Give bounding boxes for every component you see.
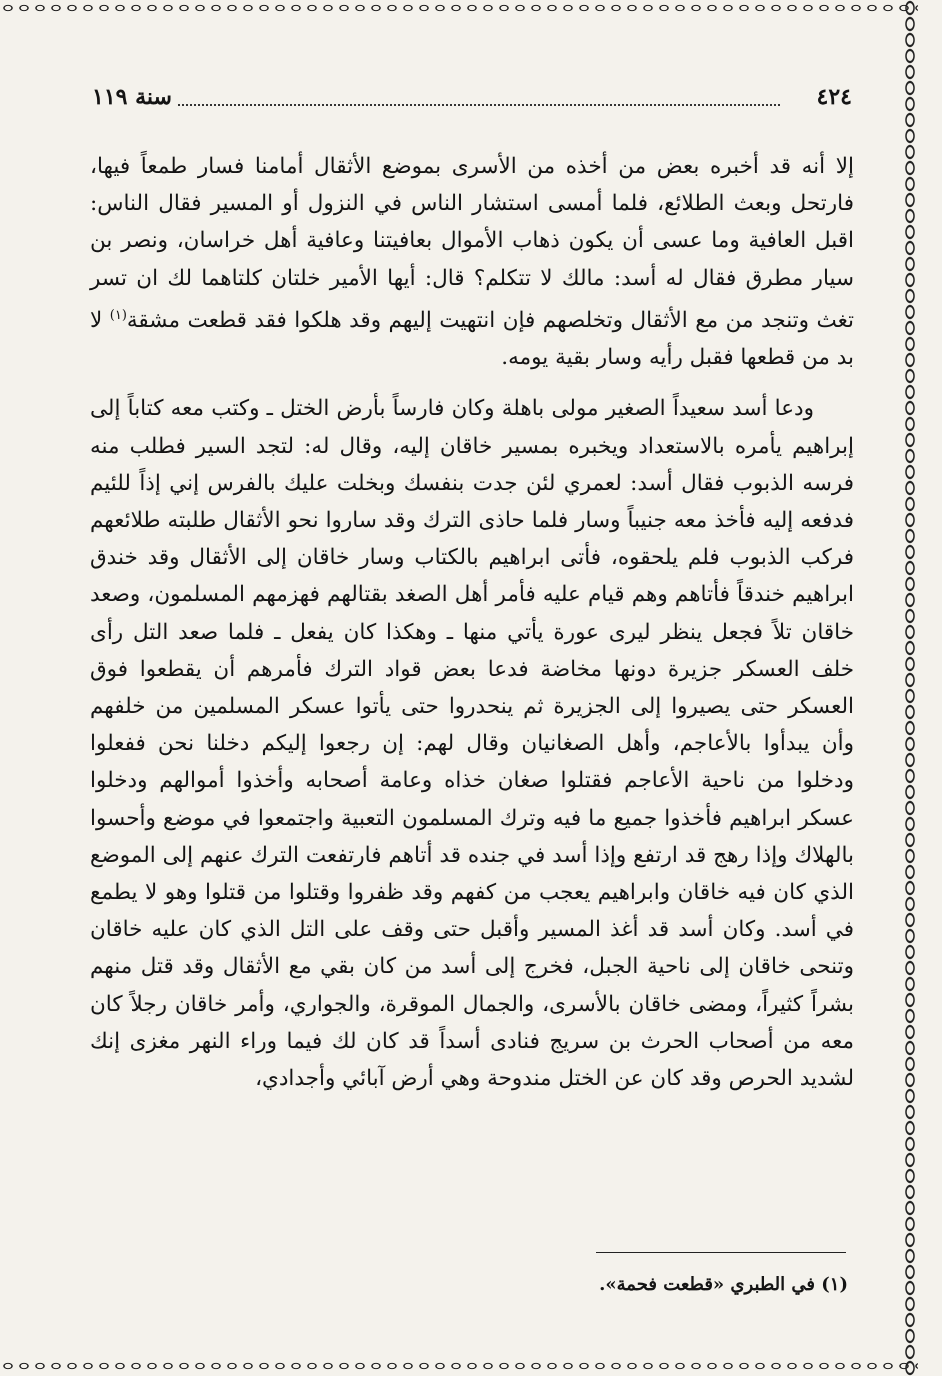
ornamental-border-bottom [0, 1358, 918, 1374]
footnote-divider [596, 1252, 846, 1253]
header-dotted-rule [178, 104, 780, 106]
footnote-reference: (١) [109, 307, 127, 323]
page-number: ٤٢٤ [816, 84, 852, 110]
paragraph-1 [90, 148, 854, 376]
paragraph-1-text: إلا أنه قد أخبره بعض من أخذه من الأسرى بموضع الأثقال أمامنا فسار طمعاً فيها، فارتحل وبعث الطلائع، فلما أمسى استشار الناس في النزول أو المسير فقال الناس: اقبل العافية وما عسى أن يكون ذهاب الأموال بعافيتنا وعافية أهل خراسان، ونصر بن سيار مطرق فقال له أسد: مالك لا تتكلم؟ قال: أيها الأمير خلتان كلتاهما لك ان تسر تغث وتنجد من مع الأثقال وتخلصهم فإن انتهيت إليهم وقد هلكوا فقد قطعت مشقة [90, 154, 854, 333]
running-title: سنة ١١٩ [92, 84, 172, 110]
page-header [92, 84, 852, 124]
ornamental-border-top [0, 0, 918, 16]
paragraph-2: ودعا أسد سعيداً الصغير مولى باهلة وكان فارساً بأرض الختل ـ وكتب معه كتاباً إلى إبراهيم يأمره بالاستعداد ويخبره بمسير خاقان إليه، وقال له: لتجد السير فطلب منه فرسه الذبوب فقال أسد: لعمري لئن جدت بنفسك وبخلت عليك بالفرس إني إذاً للئيم فدفعه إليه فأخذ معه جنيباً وسار فلما حاذى الترك وقد ساروا نحو الأثقال طلبته طلائعهم فركب الذبوب فلم يلحقوه، فأتى ابراهيم بالكتاب وسار خاقان إلى الأثقال وقد خندق ابراهيم خندقاً فأتاهم وهم قيام عليه فأمر أهل الصغد بقتالهم فهزمهم المسلمون، وصعد خاقان تلاً فجعل ينظر ليرى عورة يأتي منها ـ وهكذا كان يفعل ـ فلما صعد التل رأى خلف العسكر جزيرة دونها مخاضة فدعا بعض قواد الترك فأمرهم أن يقطعوا فوق العسكر حتى يصيروا إلى الجزيرة ثم ينحدروا حتى يأتوا عسكر المسلمين من خلفهم وأن يبدأوا بالأعاجم، وأهل الصغانيان وقال لهم: إن رجعوا إليكم دخلنا نحن ففعلوا ودخلوا من ناحية الأعاجم فقتلوا صغان خذاه وعامة أصحابه وأخذوا أموالهم ودخلوا عسكر ابراهيم فأخذوا جميع ما فيه وترك المسلمون التعبية واجتمعوا في موضع وأحسوا بالهلاك وإذا رهج قد ارتفع وإذا أسد في جنده قد أتاهم فارتفعت الترك عنهم إلى الموضع الذي كان فيه خاقان وابراهيم يعجب من كفهم وقد ظفروا وقتلوا من قتلوا وهو لا يطمع في أسد. وكان أسد قد أغذ المسير وأقبل حتى وقف على التل الذي كان عليه خاقان وتنحى خاقان إلى ناحية الجبل، فخرج إلى أسد من كان بقي مع الأثقال وقد قتل منهم بشراً كثيراً، ومضى خاقان بالأسرى، والجمال الموقرة، والجواري، وأمر خاقان رجلاً كان معه من أصحاب الحرث بن سريج فنادى أسداً قد كان لك فيما وراء النهر مغزى إنك لشديد الحرص وقد كان عن الختل مندوحة وهي أرض آبائي وأجدادي، [90, 396, 854, 1092]
footnote: (١) في الطبري «قطعت فحمة». [599, 1274, 848, 1295]
body-text [90, 148, 854, 1097]
paragraph-1-end: لا بد من قطعها فقبل رأيه وسار بقية يومه. [90, 307, 854, 371]
ornamental-border-right [902, 0, 918, 1376]
